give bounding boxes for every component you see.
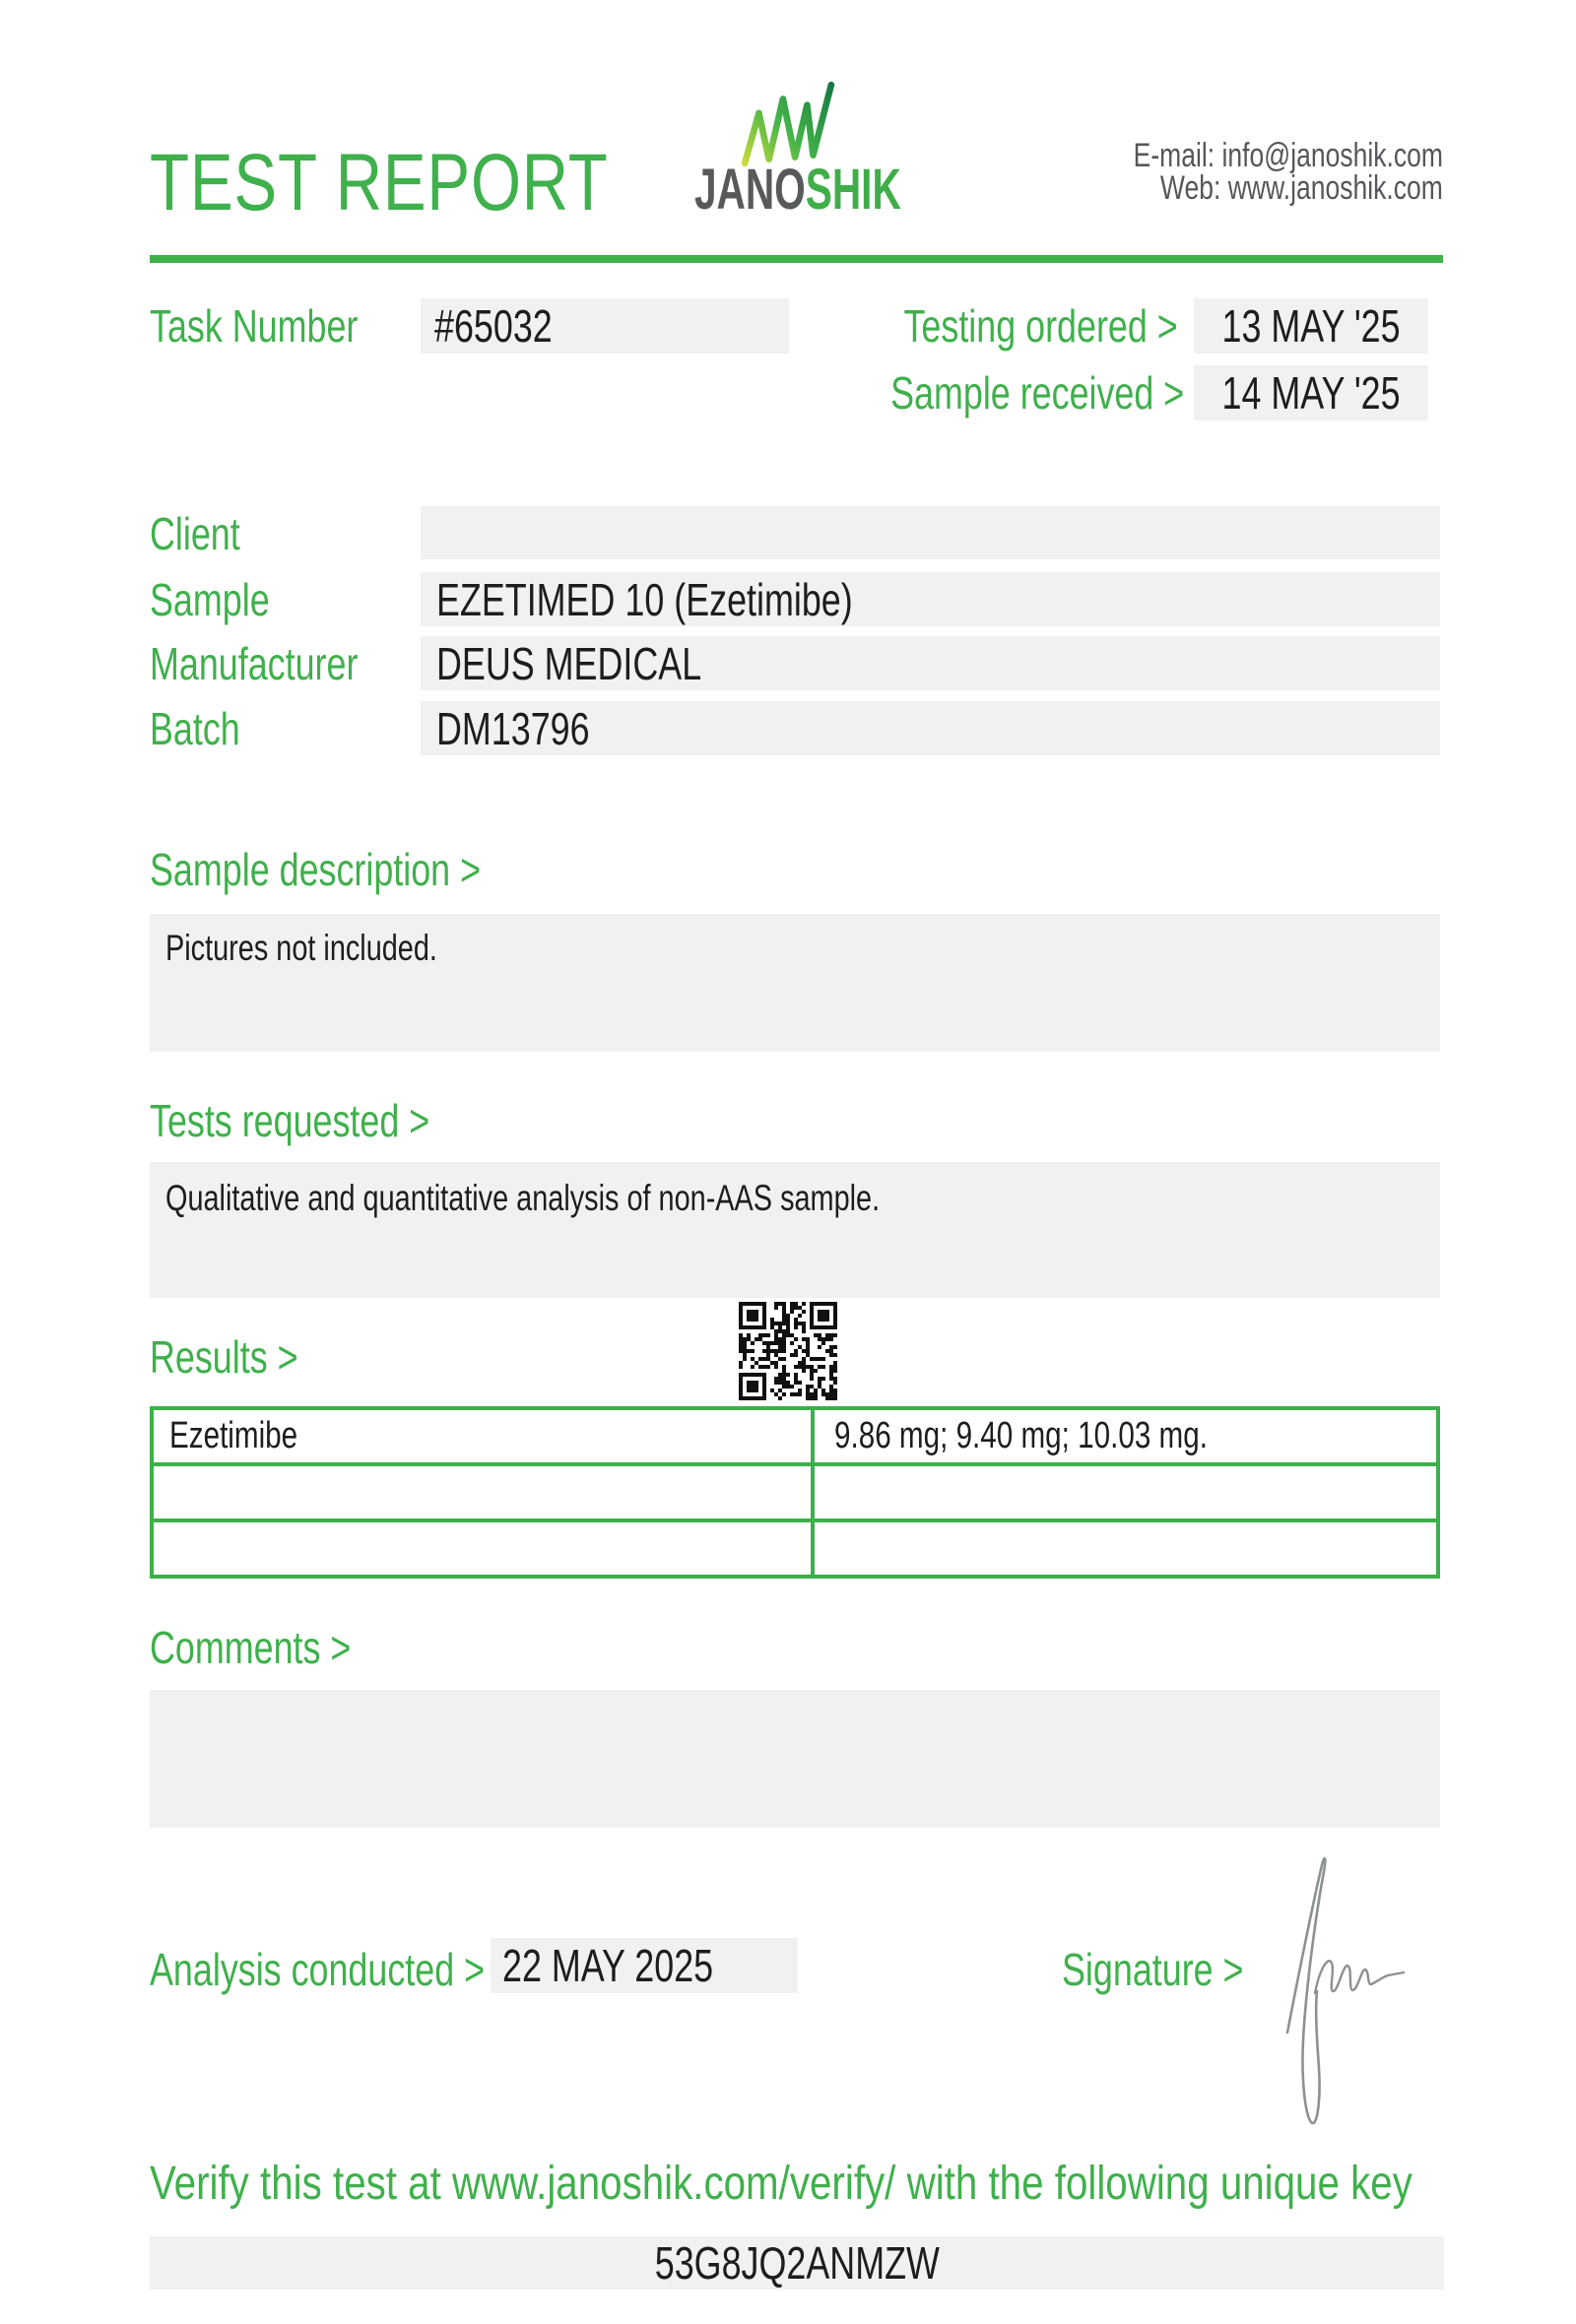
manufacturer-value-text: DEUS MEDICAL: [436, 638, 702, 689]
sample-received-label: [808, 365, 1185, 420]
results-table-row: [150, 1410, 1440, 1466]
analysis-conducted-label-text: Analysis conducted >: [150, 1944, 486, 1995]
contact-web: [1046, 169, 1443, 207]
results-value-cell: [815, 1522, 1436, 1575]
sample-description-box: [150, 914, 1440, 1052]
task-number-label-text: Task Number: [150, 300, 359, 352]
sample-label-text: Sample: [150, 574, 270, 625]
sample-value: [421, 572, 1440, 626]
page-title-text: TEST REPORT: [150, 138, 609, 227]
verify-key-box: [150, 2236, 1444, 2290]
signature-label: [1062, 1942, 1295, 1997]
results-heading-text: Results >: [150, 1331, 298, 1383]
batch-label: [150, 701, 266, 756]
manufacturer-value: [421, 636, 1440, 690]
results-analyte-cell: [154, 1410, 815, 1462]
testing-ordered-label-text: Testing ordered >: [903, 300, 1178, 352]
results-value-cell: [815, 1410, 1436, 1462]
batch-value: [421, 701, 1440, 755]
task-number-value: [421, 298, 789, 354]
janoshik-logotype-text: [693, 158, 901, 222]
sample-description-text: Pictures not included.: [165, 928, 437, 968]
comments-heading: [150, 1620, 408, 1675]
sample-received-label-text: Sample received >: [890, 367, 1185, 419]
tests-requested-heading-text: Tests requested >: [150, 1095, 430, 1146]
header-divider: [150, 255, 1443, 263]
sample-value-text: EZETIMED 10 (Ezetimibe): [436, 574, 853, 625]
results-analyte-cell: [154, 1466, 815, 1518]
tests-requested-text: Qualitative and quantitative analysis of non-AAS sample.: [165, 1178, 881, 1218]
sample-description-heading: [150, 842, 574, 897]
testing-ordered-date: 13 MAY '25: [1221, 300, 1401, 352]
manufacturer-label-text: Manufacturer: [150, 638, 359, 689]
client-label: [150, 506, 266, 561]
page-title: [150, 138, 723, 227]
testing-ordered-label: [808, 298, 1178, 354]
contact-block: [1046, 137, 1443, 207]
contact-email-text: E-mail: info@janoshik.com: [1133, 137, 1443, 174]
comments-box: [150, 1690, 1440, 1828]
comments-heading-text: Comments >: [150, 1622, 352, 1673]
logotype-shik: SHIK: [805, 158, 901, 222]
sample-received-value: [1194, 365, 1428, 420]
manufacturer-label: [150, 636, 417, 691]
analysis-date-value: [491, 1938, 798, 1993]
janoshik-logo-icon: [739, 79, 839, 167]
logotype-jano: JANO: [693, 158, 806, 222]
qr-code: [739, 1302, 837, 1400]
results-analyte-cell: [154, 1522, 815, 1575]
task-number-text: #65032: [434, 300, 553, 352]
signature-label-text: Signature >: [1062, 1944, 1244, 1995]
verify-instruction: [150, 2159, 1576, 2210]
janoshik-logotype: [650, 158, 926, 222]
results-value-cell: [815, 1466, 1436, 1518]
client-value: [421, 506, 1440, 559]
contact-web-text: Web: www.janoshik.com: [1160, 169, 1443, 207]
batch-value-text: DM13796: [436, 703, 590, 754]
client-label-text: Client: [150, 508, 240, 559]
batch-label-text: Batch: [150, 703, 240, 754]
results-table: [150, 1406, 1440, 1579]
sample-description-heading-text: Sample description >: [150, 844, 482, 895]
sample-label: [150, 572, 303, 627]
verify-key-text: 53G8JQ2ANMZW: [654, 2237, 940, 2289]
results-analyte-text: Ezetimibe: [169, 1415, 298, 1456]
verify-instruction-text: Verify this test at www.janoshik.com/verify/ with the following unique key: [150, 2158, 1412, 2210]
results-heading: [150, 1329, 340, 1385]
results-table-row: [150, 1466, 1440, 1522]
results-value-text: 9.86 mg; 9.40 mg; 10.03 mg.: [834, 1415, 1208, 1456]
tests-requested-box: [150, 1162, 1440, 1298]
task-number-label: [150, 298, 417, 354]
tests-requested-heading: [150, 1093, 508, 1148]
results-table-row: [150, 1522, 1440, 1579]
testing-ordered-value: [1194, 298, 1428, 354]
sample-received-date: 14 MAY '25: [1221, 367, 1401, 419]
contact-email: [1046, 137, 1443, 174]
analysis-date-text: 22 MAY 2025: [502, 1940, 714, 1991]
